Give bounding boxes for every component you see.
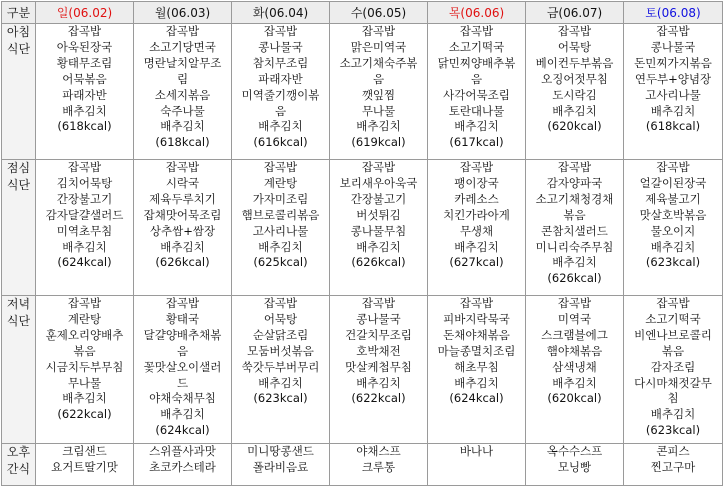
header-row (2, 2, 723, 24)
menu-item: 배추김치 (160, 119, 205, 134)
meal-label-line: 아침 (6, 25, 31, 39)
menu-item: (622kcal) (351, 391, 406, 406)
menu-item: 소고기채숙주볶 (339, 55, 418, 70)
menu-item: (626kcal) (351, 255, 406, 270)
meal-label-line: 점심 (6, 161, 31, 175)
menu-cell (624, 160, 723, 296)
menu-item: 도시락김 (552, 87, 597, 102)
menu-item: 초코카스테라 (149, 459, 216, 474)
menu-item: 햄브로콜리볶음 (241, 207, 320, 222)
meal-label-line: 저녁 (6, 297, 31, 311)
menu-cell (624, 444, 723, 486)
menu-item: 얼갈이된장국 (639, 175, 707, 190)
menu-item: (624kcal) (155, 423, 210, 438)
menu-item: 계란탕 (263, 175, 298, 190)
menu-item: 황태국 (165, 311, 200, 326)
menu-item: 버섯튀김 (356, 207, 401, 222)
menu-item: (616kcal) (253, 135, 308, 150)
menu-item: (620kcal) (547, 391, 602, 406)
menu-cell (134, 444, 232, 486)
menu-item: 물오이지 (650, 223, 696, 238)
dinner-row (2, 296, 723, 444)
menu-item: 미니땅콩샌드 (247, 444, 314, 458)
menu-item: 바나나 (459, 444, 494, 458)
menu-item: 시금치두부무침 (45, 359, 124, 374)
menu-cell (232, 160, 330, 296)
menu-item: 음 (274, 103, 287, 118)
menu-item: 닭민찌양배추볶 (437, 55, 516, 70)
menu-item: (622kcal) (57, 407, 112, 422)
meal-label (2, 296, 36, 444)
menu-item: (618kcal) (155, 135, 210, 150)
menu-item: 콘피스 (656, 444, 690, 458)
menu-item: 순살닭조림 (252, 327, 309, 342)
menu-item: 피바지락묵국 (443, 311, 510, 326)
menu-item: 쑥갓두부버무리 (241, 359, 320, 374)
menu-item: 베이컨두부볶음 (535, 55, 614, 70)
menu-item: (617kcal) (449, 135, 504, 150)
menu-item: 감자달걀샐러드 (45, 207, 124, 222)
menu-item: 잡곡밥 (557, 296, 592, 310)
menu-item: 잡곡밥 (165, 296, 200, 310)
menu-item: 소고기당면국 (149, 39, 216, 54)
menu-item: 무나물 (361, 103, 396, 118)
menu-item: 배추김치 (454, 119, 499, 134)
menu-item: 돈민찌가지볶음 (634, 55, 712, 70)
menu-item: 참치무조림 (252, 55, 309, 70)
menu-item: 잡곡밥 (67, 160, 102, 174)
menu-item: 크림샌드 (62, 444, 107, 458)
menu-item: 잡곡밥 (656, 160, 690, 174)
menu-item: 배추김치 (552, 375, 597, 390)
menu-item: 미역줄기깽이볶 (241, 87, 320, 102)
meal-label-line: 간식 (6, 462, 31, 476)
menu-item: 감자조림 (650, 359, 696, 374)
menu-item: 돈채야채볶음 (443, 327, 510, 342)
menu-item: 맑은미역국 (350, 39, 407, 54)
menu-item: 잡곡밥 (67, 296, 102, 310)
menu-cell (428, 296, 526, 444)
menu-item: 제육불고기 (645, 191, 701, 206)
menu-item: 배추김치 (356, 239, 401, 254)
menu-item: 모둠버섯볶음 (247, 343, 314, 358)
menu-item: 잡곡밥 (361, 160, 396, 174)
menu-item: 잡채맛어묵조림 (143, 207, 222, 222)
menu-cell (428, 444, 526, 486)
menu-item: 고사리나물 (252, 223, 309, 238)
menu-cell (36, 24, 134, 160)
menu-item: 배추김치 (650, 239, 696, 254)
menu-item: 배추김치 (62, 103, 107, 118)
menu-item: 카레소스 (454, 191, 499, 206)
menu-cell (36, 296, 134, 444)
menu-item: 콘참치샐러드 (541, 223, 608, 238)
menu-item: 삼색냉채 (552, 359, 597, 374)
menu-item: 상추쌈+쌈장 (149, 223, 216, 238)
menu-cell (624, 24, 723, 160)
menu-item: 볶음 (73, 343, 96, 358)
menu-item: 스위플사과맛 (149, 444, 216, 458)
menu-item: (626kcal) (547, 271, 602, 286)
meal-label-line: 식단 (6, 42, 31, 56)
menu-item: (624kcal) (449, 391, 504, 406)
meal-label (2, 24, 36, 160)
menu-item: 드 (176, 375, 189, 390)
menu-item: 배추김치 (454, 239, 499, 254)
menu-item: 소고기떡국 (645, 311, 701, 326)
menu-item: 배추김치 (552, 255, 597, 270)
menu-item: 미니리숙주무침 (535, 239, 614, 254)
menu-item: 배추김치 (356, 119, 401, 134)
menu-item: 해초무침 (454, 359, 499, 374)
weekly-menu-table (1, 1, 723, 486)
menu-item: 콩나물국 (356, 311, 401, 326)
snack-row (2, 444, 723, 486)
menu-item: 맛살호박볶음 (639, 207, 707, 222)
menu-item: 침 (667, 391, 679, 406)
menu-item: 배추김치 (160, 239, 205, 254)
menu-item: (623kcal) (253, 391, 308, 406)
menu-cell (330, 444, 428, 486)
menu-item: 어묵탕 (557, 39, 592, 54)
menu-item: 훈제오리양배추 (45, 327, 124, 342)
menu-item: 연두부+양념장 (634, 71, 712, 86)
menu-item: (626kcal) (155, 255, 210, 270)
menu-item: 치킨가라아게 (443, 207, 510, 222)
menu-item: 감자양파국 (546, 175, 603, 190)
day-header-sun: 일(06.02) (36, 2, 134, 24)
menu-item: (627kcal) (449, 255, 504, 270)
menu-item: 콩나물국 (650, 39, 696, 54)
menu-item: 볶음 (661, 343, 685, 358)
menu-cell (232, 444, 330, 486)
menu-cell (36, 160, 134, 296)
menu-item: 보리새우아욱국 (339, 175, 418, 190)
menu-item: 맛살케첩무침 (345, 359, 412, 374)
menu-item: 배추김치 (62, 391, 107, 406)
menu-item: 미역초무침 (56, 223, 113, 238)
menu-item: (623kcal) (645, 255, 701, 270)
corner-header: 구분 (2, 2, 36, 24)
day-header-fri: 금(06.07) (526, 2, 624, 24)
menu-item: 스크램블에그 (541, 327, 608, 342)
menu-item: (625kcal) (253, 255, 308, 270)
menu-item: 계란탕 (67, 311, 102, 326)
menu-item: 무나물 (67, 375, 102, 390)
menu-item: 숙주나물 (160, 103, 205, 118)
day-header-sat: 토(06.08) (624, 2, 723, 24)
menu-item: 요거트딸기맛 (51, 459, 118, 474)
menu-item: 옥수수스프 (546, 444, 603, 458)
menu-item: 소고기채청경채 (535, 191, 614, 206)
menu-item: 소세지볶음 (154, 87, 211, 102)
menu-cell (428, 24, 526, 160)
menu-cell (330, 160, 428, 296)
menu-item: 배추김치 (258, 119, 303, 134)
menu-item: 무생채 (459, 223, 494, 238)
menu-item: 어묵볶음 (62, 71, 107, 86)
menu-item: 잡곡밥 (459, 160, 494, 174)
menu-item: 콩나물무침 (350, 223, 407, 238)
menu-item: 잡곡밥 (656, 24, 690, 38)
menu-item: 햄야채볶음 (546, 343, 603, 358)
day-header-wed: 수(06.05) (330, 2, 428, 24)
menu-item: 폴라비음료 (252, 459, 309, 474)
menu-item: 콩나물국 (258, 39, 303, 54)
menu-item: 제육두루치기 (149, 191, 216, 206)
lunch-row (2, 160, 723, 296)
menu-item: 잡곡밥 (165, 160, 200, 174)
menu-item: 배추김치 (356, 375, 401, 390)
menu-item: 김치어묵탕 (56, 175, 113, 190)
menu-item: 건갈치무조림 (345, 327, 412, 342)
menu-item: 잡곡밥 (557, 24, 592, 38)
menu-item: 배추김치 (258, 239, 303, 254)
menu-item: 간장불고기 (56, 191, 113, 206)
menu-item: 오징어젓무침 (541, 71, 608, 86)
menu-item: 크루통 (361, 459, 396, 474)
menu-item: 잡곡밥 (459, 24, 494, 38)
meal-label (2, 444, 36, 486)
menu-item: 음 (470, 71, 483, 86)
menu-item: (623kcal) (645, 423, 701, 438)
menu-item: 마늘종멸치조림 (437, 343, 516, 358)
menu-item: 아욱된장국 (56, 39, 113, 54)
menu-item: 볶음 (563, 207, 586, 222)
menu-item: (618kcal) (57, 119, 112, 134)
menu-cell (526, 444, 624, 486)
menu-item: 파래자반 (258, 71, 303, 86)
menu-item: 배추김치 (62, 239, 107, 254)
menu-cell (330, 296, 428, 444)
menu-item: 깻잎찜 (361, 87, 396, 102)
menu-item: 음 (176, 343, 189, 358)
meal-label (2, 160, 36, 296)
menu-item: 모닝빵 (557, 459, 592, 474)
menu-item: 찐고구마 (650, 459, 696, 474)
menu-cell (526, 24, 624, 160)
menu-cell (232, 24, 330, 160)
menu-item: 명란날치알무조 (143, 55, 222, 70)
menu-item: 배추김치 (650, 407, 696, 422)
menu-item: 사각어묵조림 (443, 87, 510, 102)
menu-item: 호박채전 (356, 343, 401, 358)
menu-item: 팽이장국 (454, 175, 499, 190)
meal-label-line: 식단 (6, 178, 31, 192)
menu-item: 림 (176, 71, 189, 86)
menu-item: 고사리나물 (645, 87, 701, 102)
menu-item: 잡곡밥 (67, 24, 102, 38)
menu-cell (526, 160, 624, 296)
day-header-mon: 월(06.03) (134, 2, 232, 24)
menu-item: 야채숙채무침 (149, 391, 216, 406)
menu-item: 잡곡밥 (263, 160, 298, 174)
menu-item: 음 (372, 71, 385, 86)
menu-item: 비엔나브로콜리 (634, 327, 712, 342)
menu-item: 간장불고기 (350, 191, 407, 206)
meal-label-line: 오후 (6, 445, 31, 459)
menu-cell (134, 296, 232, 444)
day-header-tue: 화(06.04) (232, 2, 330, 24)
menu-item: (619kcal) (351, 135, 406, 150)
menu-cell (330, 24, 428, 160)
menu-item: 잡곡밥 (557, 160, 592, 174)
menu-item: 토란대나물 (448, 103, 505, 118)
menu-cell (36, 444, 134, 486)
menu-item: 소고기떡국 (448, 39, 505, 54)
menu-item: 잡곡밥 (656, 296, 690, 310)
menu-cell (428, 160, 526, 296)
menu-cell (134, 160, 232, 296)
menu-item: 잡곡밥 (459, 296, 494, 310)
meal-label-line: 식단 (6, 314, 31, 328)
menu-item: 배추김치 (258, 375, 303, 390)
menu-cell (134, 24, 232, 160)
menu-item: 시락국 (165, 175, 200, 190)
menu-item: 파래자반 (62, 87, 107, 102)
day-header-thu: 목(06.06) (428, 2, 526, 24)
menu-item: 배추김치 (160, 407, 205, 422)
menu-item: 달걀양배추채볶 (143, 327, 222, 342)
menu-item: 배추김치 (552, 103, 597, 118)
menu-cell (624, 296, 723, 444)
menu-item: 미역국 (557, 311, 592, 326)
menu-item: 잡곡밥 (361, 296, 396, 310)
menu-item: 잡곡밥 (263, 24, 298, 38)
menu-item: 배추김치 (650, 103, 696, 118)
menu-cell (232, 296, 330, 444)
breakfast-row (2, 24, 723, 160)
menu-item: 잡곡밥 (165, 24, 200, 38)
menu-item: 배추김치 (454, 375, 499, 390)
menu-item: 가자미조림 (252, 191, 309, 206)
menu-item: 꽃맛살오이샐러 (143, 359, 222, 374)
menu-item: (624kcal) (57, 255, 112, 270)
menu-item: 잡곡밥 (263, 296, 298, 310)
menu-item: (618kcal) (645, 119, 701, 134)
menu-item: (620kcal) (547, 119, 602, 134)
menu-item: 황태무조림 (56, 55, 113, 70)
menu-item: 잡곡밥 (361, 24, 396, 38)
menu-cell (526, 296, 624, 444)
menu-item: 어묵탕 (263, 311, 298, 326)
menu-item: 다시마채젓갈무 (634, 375, 712, 390)
menu-item: 야채스프 (356, 444, 401, 458)
